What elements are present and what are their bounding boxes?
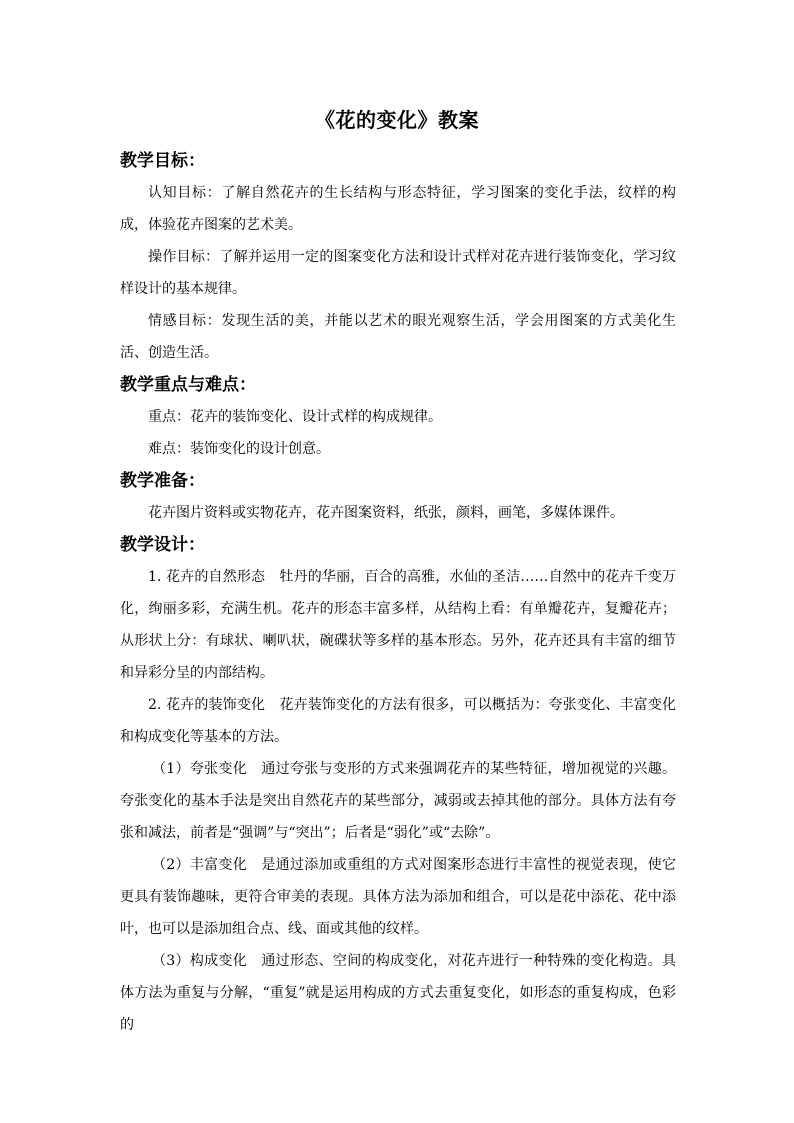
- section-heading-objectives: 教学目标：: [120, 151, 205, 171]
- section-heading-key-points: 教学重点与难点：: [120, 375, 256, 395]
- paragraph-enrichment: （2）丰富变化 是通过添加或重组的方式对图案形态进行丰富性的视觉表现，使它更具有装饰趣味，更符合审美的表现。具体方法为添加和组合，可以是花中添花、花中添叶，也可以是添加组合点、线、面或其他的纹样。: [120, 857, 676, 937]
- paragraph-key-point: 重点：花卉的装饰变化、设计式样的构成规律。: [148, 409, 442, 425]
- paragraph-difficulty: 难点：装饰变化的设计创意。: [148, 441, 330, 457]
- document-body: [120, 145, 676, 1041]
- paragraph-exaggeration: （1）夸张变化 通过夸张与变形的方式来强调花卉的某些特征，增加视觉的兴趣。夸张变化的基本手法是突出自然花卉的某些部分，减弱或去掉其他的部分。具体方法有夸张和减法，前者是“强调”与“突出”；后者是“弱化”或“去除”。: [120, 761, 676, 841]
- paragraph-decorative-change: 2. 花卉的装饰变化 花卉装饰变化的方法有很多，可以概括为：夸张变化、丰富变化和构成变化等基本的方法。: [120, 697, 676, 745]
- paragraph-emotional-objective: 情感目标：发现生活的美，并能以艺术的眼光观察生活，学会用图案的方式美化生活、创造生活。: [120, 313, 676, 361]
- paragraph-operational-objective: 操作目标：了解并运用一定的图案变化方法和设计式样对花卉进行装饰变化，学习纹样设计的基本规律。: [120, 249, 676, 297]
- paragraph-cognitive-objective: 认知目标：了解自然花卉的生长结构与形态特征，学习图案的变化手法，纹样的构成，体验花卉图案的艺术美。: [120, 185, 676, 233]
- paragraph-preparation: 花卉图片资料或实物花卉，花卉图案资料，纸张，颜料，画笔，多媒体课件。: [148, 505, 624, 521]
- paragraph-natural-form: 1. 花卉的自然形态 牡丹的华丽，百合的高雅，水仙的圣洁……自然中的花卉千变万化，绚丽多彩，充满生机。花卉的形态丰富多样，从结构上看：有单瓣花卉，复瓣花卉；从形状上分：有球状、喇叭状，碗碟状等多样的基本形态。另外，花卉还具有丰富的细节和异彩分呈的内部结构。: [120, 569, 676, 681]
- section-heading-preparation: 教学准备：: [120, 471, 205, 491]
- document-title: 《花的变化》教案: [315, 108, 479, 132]
- section-heading-design: 教学设计：: [120, 535, 205, 555]
- paragraph-composition: （3）构成变化 通过形态、空间的构成变化，对花卉进行一种特殊的变化构造。具体方法为重复与分解，“重复”就是运用构成的方式去重复变化，如形态的重复构成，色彩的: [120, 953, 676, 1033]
